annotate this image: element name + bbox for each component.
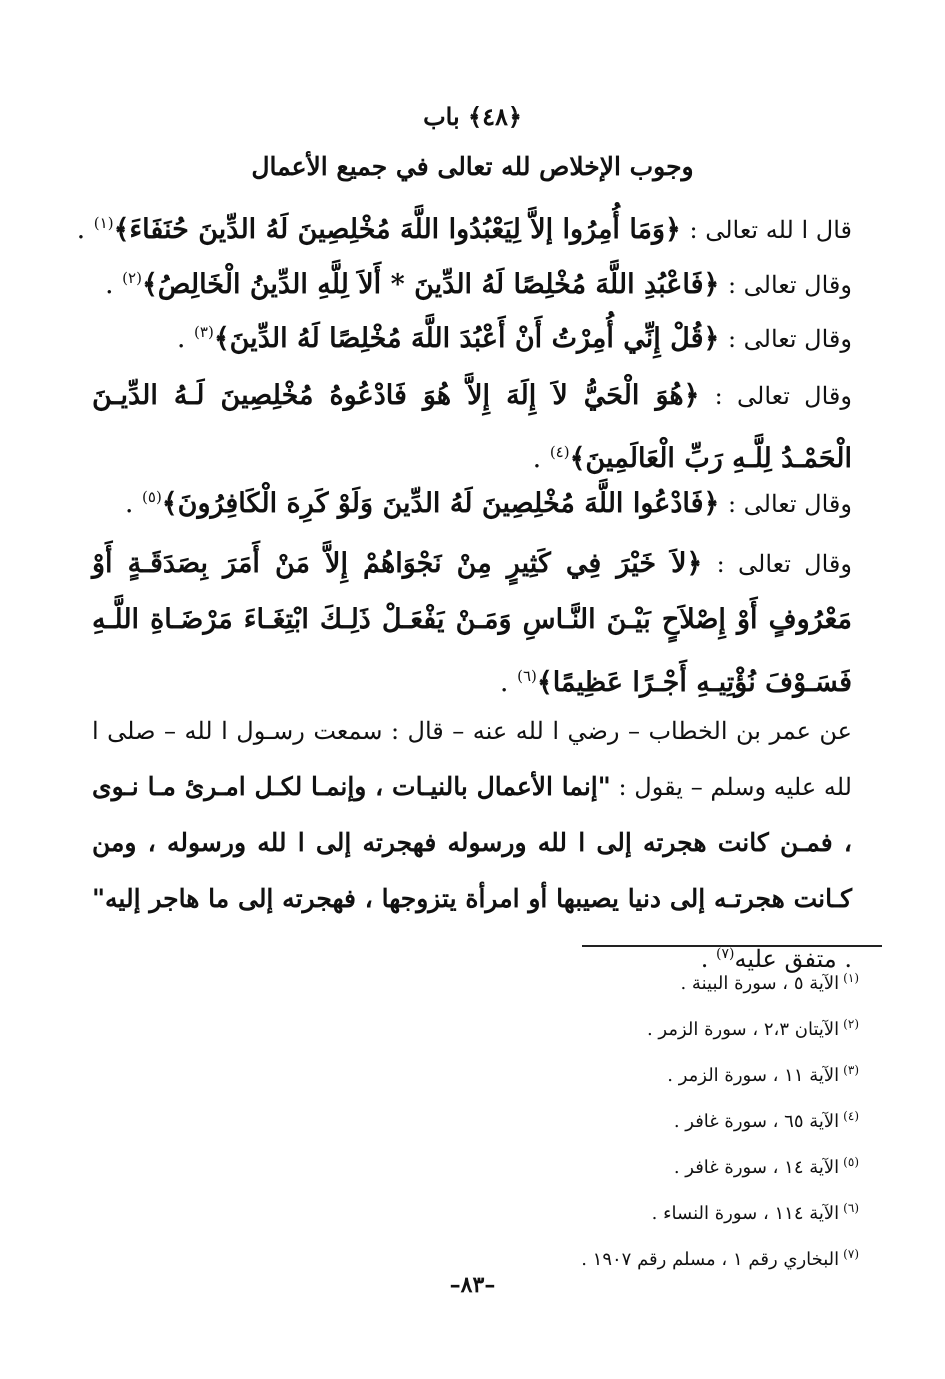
footnote-marker: (٦) — [843, 1201, 859, 1215]
page-number: –٨٣– — [449, 1272, 496, 1298]
chapter-title: وجوب الإخلاص لله تعالى في جميع الأعمال — [251, 152, 694, 181]
footnote-ref: (١) — [93, 214, 114, 232]
verse-quote: ﴿لاَ خَيْرَ فِي كَثِيرٍ مِنْ نَجْوَاهُمْ إِلاَّ مَنْ أَمَرَ بِصَدَقَـةٍ أَوْ مَعْرُوفٍ أَوْ إِصْلاَحٍ بَيْـنَ النَّـاسِ وَمَـنْ يَفْعَـلْ ذَلِـكَ ابْتِغَـاءَ مَرْضَـاةِ اللَّـهِ فَسَـوْفَ نُؤْتِيـهِ أَجْـرًا عَظِيمًا﴾ — [92, 548, 852, 698]
verse-quote: ﴿قُلْ إِنِّي أُمِرْتُ أَنْ أَعْبُدَ اللَّهَ مُخْلِصًا لَهُ الدِّينَ﴾ — [213, 323, 720, 354]
verse-intro: وقال تعالى : — [716, 550, 852, 578]
hadith-intro: عن عمر بن الخطاب – رضي ا لله عنه – قال : سمعت رسـول ا لله – صلى ا لله عليه وسلم – يقول : — [92, 717, 852, 801]
verse-intro: وقال تعالى : — [727, 325, 852, 353]
verse-4: وقال تعالى : ﴿هُوَ الْحَيُّ لاَ إِلَهَ إِلاَّ هُوَ فَادْعُوهُ مُخْلِصِينَ لَـهُ الدِّيـنَ الْحَمْـدُ لِلَّـهِ رَبِّ الْعَالَمِينَ﴾$^{(٤)}$ . — [92, 380, 852, 474]
verse-2: وقال تعالى : ﴿فَاعْبُدِ اللَّهَ مُخْلِصًا لَهُ الدِّينَ * أَلاَ لِلَّهِ الدِّينُ الْخَالِصُ﴾$^{(٢)}$ . — [105, 269, 852, 300]
verse-quote: ﴿هُوَ الْحَيُّ لاَ إِلَهَ إِلاَّ هُوَ فَادْعُوهُ مُخْلِصِينَ لَـهُ الدِّيـنَ الْحَمْـدُ لِلَّـهِ رَبِّ الْعَالَمِينَ﴾ — [92, 380, 852, 474]
verse-quote: ﴿فَاعْبُدِ اللَّهَ مُخْلِصًا لَهُ الدِّينَ * أَلاَ لِلَّهِ الدِّينُ الْخَالِصُ﴾ — [141, 269, 720, 300]
verse-quote: ﴿وَمَا أُمِرُوا إلاَّ لِيَعْبُدُوا اللَّهَ مُخْلِصِينَ لَهُ الدِّينَ حُنَفَاءَ﴾ — [113, 214, 681, 245]
footnote-divider — [582, 945, 882, 947]
verse-3: وقال تعالى : ﴿قُلْ إِنِّي أُمِرْتُ أَنْ أَعْبُدَ اللَّهَ مُخْلِصًا لَهُ الدِّينَ﴾$^{(٣)}$ . — [176, 323, 852, 354]
footnote-ref: (٥) — [142, 488, 162, 506]
footnote-marker: (٣) — [843, 1063, 859, 1077]
footnote-text: الآية ٦٥ ، سورة غافر . — [673, 1111, 840, 1132]
footnote-ref: (٤) — [549, 443, 570, 461]
footnote-item — [99, 1050, 859, 1096]
verse-5: وقال تعالى : ﴿فَادْعُوا اللَّهَ مُخْلِصِينَ لَهُ الدِّينَ وَلَوْ كَرِهَ الْكَافِرُونَ﴾$^{(٥)}$ . — [124, 488, 852, 519]
verse-intro: وقال تعالى : — [727, 271, 852, 299]
footnote-ref: (٦) — [517, 667, 537, 685]
footnote-ref: (٣) — [194, 323, 214, 341]
verse-intro: وقال تعالى : — [727, 490, 852, 518]
footnote-text: الآية ١١ ، سورة الزمر . — [667, 1065, 840, 1086]
footnote-text: الآية ١٤ ، سورة غافر . — [673, 1157, 840, 1178]
footnote-marker: (٢) — [843, 1017, 859, 1031]
verse-1: قال ا لله تعالى : ﴿وَمَا أُمِرُوا إلاَّ لِيَعْبُدُوا اللَّهَ مُخْلِصِينَ لَهُ الدِّينَ حُنَفَاءَ﴾$^{(١)}$ . — [76, 214, 852, 245]
footnote-item — [99, 1142, 859, 1188]
hadith-text: "إنما الأعمال بالنيـات ، وإنمـا لكـل امـرئ مـا نـوى ، فمـن كانت هجرته إلى ا لله ورسوله فهجرته إلى ا لله ورسوله ، ومن كـانت هجرتـه إلى دنيا يصيبها أو امرأة يتزوجها ، فهجرته إلى ما هاجر إليه" — [92, 772, 852, 913]
footnote-ref: (٧) — [716, 946, 735, 962]
verse-intro: وقال تعالى : — [714, 382, 852, 410]
footnotes-list — [99, 958, 859, 1280]
verse-quote: ﴿فَادْعُوا اللَّهَ مُخْلِصِينَ لَهُ الدِّينَ وَلَوْ كَرِهَ الْكَافِرُونَ﴾ — [161, 488, 720, 519]
footnote-item — [99, 1188, 859, 1234]
footnote-marker: (٤) — [843, 1109, 859, 1123]
verse-6: وقال تعالى : ﴿لاَ خَيْرَ فِي كَثِيرٍ مِنْ نَجْوَاهُمْ إِلاَّ مَنْ أَمَرَ بِصَدَقَـةٍ أَوْ مَعْرُوفٍ أَوْ إِصْلاَحٍ بَيْـنَ النَّـاسِ وَمَـنْ يَفْعَـلْ ذَلِـكَ ابْتِغَـاءَ مَرْضَـاةِ اللَّـهِ فَسَـوْفَ نُؤْتِيـهِ أَجْـرًا عَظِيمًا﴾$^{(٦)}$ . — [92, 548, 852, 698]
footnote-marker: (١) — [843, 971, 859, 985]
footnote-text: البخاري رقم ١ ، مسلم رقم ١٩٠٧ . — [581, 1249, 840, 1270]
footnote-ref: (٢) — [122, 269, 142, 287]
hadith-source: . متفق عليه — [734, 945, 852, 973]
footnote-text: الآية ١١٤ ، سورة النساء . — [651, 1203, 840, 1224]
footnote-text: الآية ٥ ، سورة البينة . — [680, 973, 840, 994]
footnote-marker: (٥) — [843, 1155, 859, 1169]
footnote-text: الآيتان ٢،٣ ، سورة الزمر . — [646, 1019, 840, 1040]
footnote-item — [99, 958, 859, 1004]
footnote-marker: (٧) — [843, 1247, 859, 1261]
footnote-item — [99, 1096, 859, 1142]
verse-intro: قال ا لله تعالى : — [689, 216, 852, 244]
hadith-paragraph: عن عمر بن الخطاب – رضي ا لله عنه – قال : سمعت رسـول ا لله – صلى ا لله عليه وسلم – يقول : "إنما الأعمال بالنيـات ، وإنمـا لكـل امـرئ مـا نـوى ، فمـن كانت هجرته إلى ا لله ورسوله فهجرته إلى ا لله ورسوله ، ومن كـانت هجرتـه إلى دنيا يصيبها أو امرأة يتزوجها ، فهجرته إلى ما هاجر إليه" . متفق عليه$^{(٧)}$ . — [92, 717, 852, 973]
chapter-number: ﴿٤٨﴾ باب — [423, 102, 522, 131]
footnote-item — [99, 1004, 859, 1050]
